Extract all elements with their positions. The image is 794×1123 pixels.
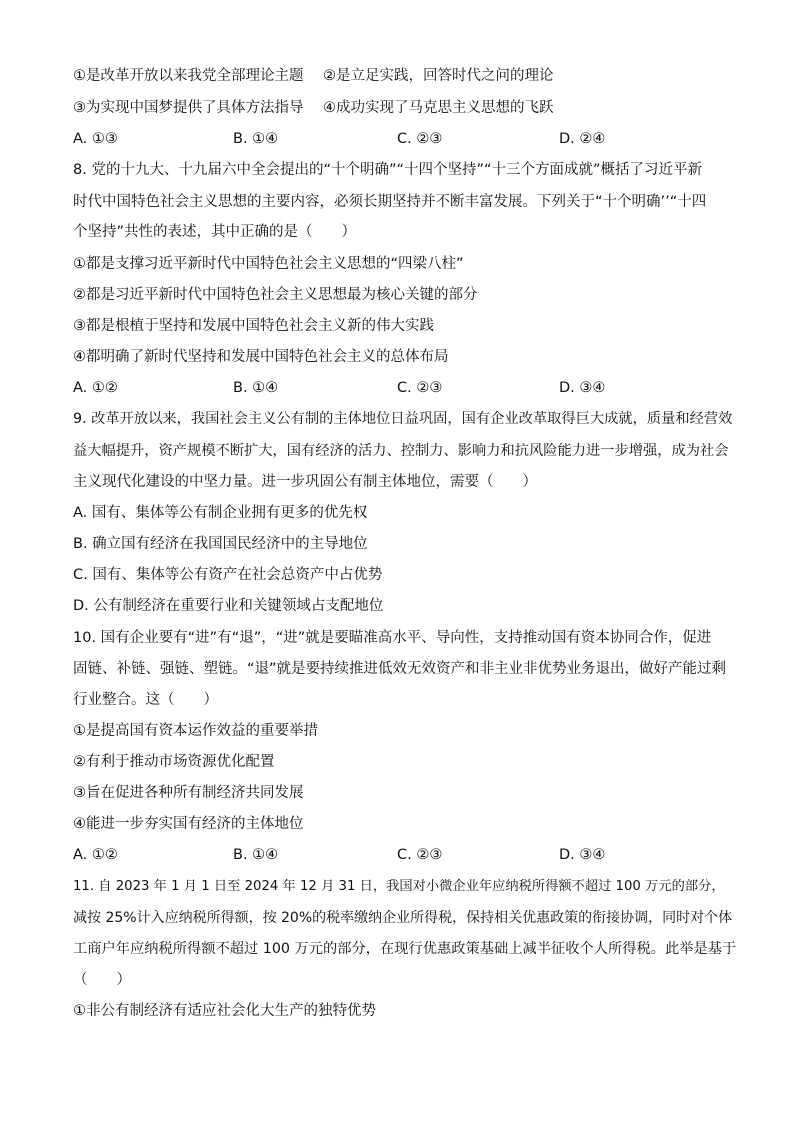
q7-choice-d: D. ②④ bbox=[559, 131, 606, 147]
q10-choices bbox=[73, 845, 733, 865]
q11-stem-line-3: 工商户年应纳税所得额不超过 100 万元的部分，在现行优惠政策基础上减半征收个人所得税。此举是基于 bbox=[73, 941, 737, 957]
q8-choice-d: D. ③④ bbox=[559, 380, 606, 396]
q7-choice-a: A. ①③ bbox=[73, 131, 118, 147]
q10-choice-c: C. ②③ bbox=[397, 847, 443, 863]
q8-choice-c: C. ②③ bbox=[397, 380, 443, 396]
q10-stem-line-2: 固链、补链、强链、塑链。“退”就是要持续推进低效无效资产和非主业非优势业务退出，做好产能过剩 bbox=[73, 661, 727, 677]
q10-option-1: ①是提高国有资本运作效益的重要举措 bbox=[73, 723, 318, 739]
q9-stem-line-1: 9. 改革开放以来，我国社会主义公有制的主体地位日益巩固，国有企业改革取得巨大成就，质量和经营效 bbox=[73, 411, 733, 427]
q7-option-row-1 bbox=[73, 66, 733, 86]
q8-choice-a: A. ①② bbox=[73, 380, 118, 396]
q8-stem-line-3: 个坚持”共性的表述，其中正确的是（ ） bbox=[73, 224, 357, 240]
q8-stem-line-1: 8. 党的十九大、十九届六中全会提出的“十个明确”“十四个坚持”“十三个方面成就”概括了习近平新 bbox=[73, 162, 703, 178]
q10-option-2: ②有利于推动市场资源优化配置 bbox=[73, 754, 275, 770]
q8-choices bbox=[73, 378, 733, 398]
q10-stem-line-3: 行业整合。这（ ） bbox=[73, 692, 218, 708]
q9-stem-line-3: 主义现代化建设的中坚力量。进一步巩固公有制主体地位，需要（ ） bbox=[73, 474, 537, 490]
q7-option-4: ④成功实现了马克思主义思想的飞跃 bbox=[323, 100, 554, 116]
q7-choice-c: C. ②③ bbox=[397, 131, 443, 147]
q9-option-d: D. 公有制经济在重要行业和关键领域占支配地位 bbox=[73, 598, 384, 614]
q7-choices bbox=[73, 129, 733, 149]
q9-option-b: B. 确立国有经济在我国国民经济中的主导地位 bbox=[73, 536, 368, 552]
q10-option-4: ④能进一步夯实国有经济的主体地位 bbox=[73, 816, 304, 832]
q7-option-2: ②是立足实践，回答时代之问的理论 bbox=[323, 68, 554, 84]
q11-stem-line-4: （ ） bbox=[73, 972, 131, 988]
q8-stem-line-2: 时代中国特色社会主义思想的主要内容，必须长期坚持并不断丰富发展。下列关于“十个明确’’“十四 bbox=[73, 194, 707, 210]
q10-choice-d: D. ③④ bbox=[559, 847, 606, 863]
q7-choice-b: B. ①④ bbox=[233, 131, 279, 147]
q9-option-c: C. 国有、集体等公有资产在社会总资产中占优势 bbox=[73, 567, 383, 583]
q8-option-2: ②都是习近平新时代中国特色社会主义思想最为核心关键的部分 bbox=[73, 287, 478, 303]
q7-option-row-2 bbox=[73, 98, 733, 118]
q7-option-3: ③为实现中国梦提供了具体方法指导 bbox=[73, 100, 304, 116]
q10-choice-a: A. ①② bbox=[73, 847, 118, 863]
q10-choice-b: B. ①④ bbox=[233, 847, 279, 863]
q9-option-a: A. 国有、集体等公有制企业拥有更多的优先权 bbox=[73, 505, 368, 521]
q8-option-1: ①都是支撑习近平新时代中国特色社会主义思想的“四梁八柱” bbox=[73, 256, 464, 272]
q8-option-4: ④都明确了新时代坚持和发展中国特色社会主义的总体布局 bbox=[73, 349, 449, 365]
q10-stem-line-1: 10. 国有企业要有“进”有“退”，“进”就是要瞄准高水平、导向性，支持推动国有资本协同合作，促进 bbox=[73, 630, 712, 646]
q9-stem-line-2: 益大幅提升，资产规模不断扩大，国有经济的活力、控制力、影响力和抗风险能力进一步增强，成为社会 bbox=[73, 443, 729, 459]
q11-stem-line-2: 减按 25%计入应纳税所得额，按 20%的税率缴纳企业所得税，保持相关优惠政策的衔接协调，同时对个体 bbox=[73, 910, 733, 926]
q8-choice-b: B. ①④ bbox=[233, 380, 279, 396]
q7-option-1: ①是改革开放以来我党全部理论主题 bbox=[73, 68, 304, 84]
q10-option-3: ③旨在促进各种所有制经济共同发展 bbox=[73, 785, 304, 801]
q8-option-3: ③都是根植于坚持和发展中国特色社会主义新的伟大实践 bbox=[73, 318, 434, 334]
q11-stem-line-1: 11. 自 2023 年 1 月 1 日至 2024 年 12 月 31 日，我国对小微企业年应纳税所得额不超过 100 万元的部分， bbox=[73, 879, 725, 894]
q11-option-1: ①非公有制经济有适应社会化大生产的独特优势 bbox=[73, 1003, 376, 1019]
